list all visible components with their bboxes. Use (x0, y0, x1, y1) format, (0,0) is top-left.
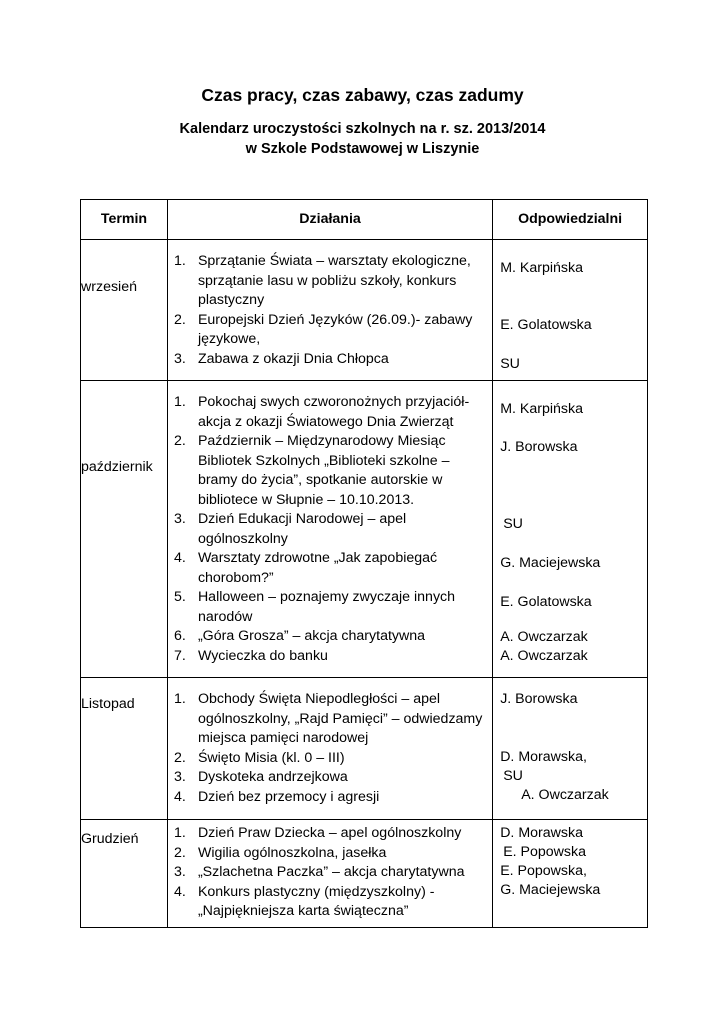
term-cell (81, 820, 168, 928)
list-item (173, 350, 486, 370)
item-number: 1. (173, 825, 186, 841)
item-text: Wigilia ogólnoszkolna, jasełka (197, 844, 387, 861)
item-number: 4. (173, 883, 186, 900)
item-number: 1. (173, 394, 186, 410)
responsible-name: M. Karpińska (500, 260, 583, 276)
responsible-name: E. Popowska, (500, 863, 587, 879)
column-header-activities: Działania (167, 200, 492, 240)
responsible-name: SU (503, 768, 523, 784)
item-number: 3. (173, 350, 186, 367)
activities-cell (167, 240, 492, 381)
list-item (173, 510, 486, 549)
item-text: Halloween – poznajemy zwyczaje innych narodów (197, 589, 456, 625)
item-text: Zabawa z okazji Dnia Chłopca (197, 350, 389, 367)
item-number: 2. (173, 844, 186, 861)
list-item (173, 883, 486, 922)
list-item (173, 788, 486, 808)
item-text: Obchody Święta Niepodległości – apel ogólnoszkolny, „Rajd Pamięci” – odwiedzamy miejsca pamięci narodowej (197, 691, 483, 746)
term-label: październik (81, 459, 153, 475)
list-item (173, 311, 486, 350)
calendar-table (80, 199, 648, 928)
responsible-name: E. Golatowska (500, 317, 592, 333)
activities-cell (167, 820, 492, 928)
responsible-name: G. Maciejewska (500, 882, 601, 898)
document-title: Czas pracy, czas zabawy, czas zadumy (201, 85, 524, 105)
activities-cell (167, 678, 492, 820)
item-text: Dzień Praw Dziecka – apel ogólnoszkolny (197, 825, 462, 841)
item-text: Konkurs plastyczny (międzyszkolny) - „Najpiękniejsza karta świąteczna” (197, 883, 435, 919)
responsible-name: G. Maciejewska (500, 555, 601, 571)
responsible-name: SU (503, 516, 523, 532)
item-text: „Góra Grosza” – akcja charytatywna (197, 628, 426, 644)
item-number: 6. (173, 628, 186, 644)
responsible-name: A. Owczarzak (500, 648, 588, 664)
table-row (81, 240, 648, 381)
table-row (81, 678, 648, 820)
activities-list (168, 240, 492, 379)
responsible-cell (493, 240, 648, 381)
activities-list (168, 820, 492, 924)
item-number: 2. (173, 749, 186, 766)
table-row (81, 381, 648, 678)
item-text: Wycieczka do banku (197, 647, 328, 664)
activities-list (168, 678, 492, 817)
document-subtitle-line2: w Szkole Podstawowej w Liszynie (245, 141, 480, 157)
list-item (173, 749, 486, 769)
item-text: Październik – Międzynarodowy Miesiąc Bibliotek Szkolnych „Biblioteki szkolne – bramy do życia”, spotkanie autorskie w bibliotece w Słupnie – 10.10.2013. (197, 433, 450, 508)
list-item (173, 432, 486, 510)
item-number: 7. (173, 647, 186, 664)
responsible-name: A. Owczarzak (521, 787, 609, 803)
responsible-cell (493, 820, 648, 928)
item-text: Warsztaty zdrowotne „Jak zapobiegać chorobom?” (197, 550, 438, 586)
list-item (173, 588, 486, 627)
item-text: Europejski Dzień Języków (26.09.)- zabawy językowe, (197, 311, 473, 347)
list-item (173, 252, 486, 311)
list-item (173, 647, 486, 667)
term-label: Grudzień (81, 831, 139, 847)
item-number: 2. (173, 311, 186, 328)
item-text: Dyskoteka andrzejkowa (197, 769, 348, 785)
responsible-name: J. Borowska (500, 691, 578, 707)
activities-list (168, 381, 492, 676)
document-subtitle-line1: Kalendarz uroczystości szkolnych na r. sz. 2013/2014 (179, 121, 546, 137)
responsible-name: A. Owczarzak (500, 629, 588, 645)
item-number: 3. (173, 769, 186, 785)
term-cell (81, 240, 168, 381)
table-row (81, 820, 648, 928)
item-number: 1. (173, 253, 186, 269)
responsible-name: D. Morawska (500, 825, 583, 841)
item-number: 3. (173, 864, 186, 880)
responsible-name: E. Golatowska (500, 594, 592, 610)
item-text: Sprzątanie Świata – warsztaty ekologiczne, sprzątanie lasu w pobliżu szkoły, konkurs plastyczny (197, 253, 471, 308)
term-label: wrzesień (81, 279, 137, 295)
responsible-name: E. Popowska (503, 844, 586, 860)
item-number: 3. (173, 511, 186, 527)
item-text: „Szlachetna Paczka” – akcja charytatywna (197, 864, 465, 880)
item-number: 4. (173, 788, 186, 805)
item-text: Święto Misia (kl. 0 – III) (197, 749, 345, 766)
item-text: Pokochaj swych czworonożnych przyjaciół- akcja z okazji Światowego Dnia Zwierząt (197, 394, 470, 430)
item-number: 2. (173, 433, 186, 449)
table-header-row (81, 200, 648, 240)
item-number: 1. (173, 691, 186, 707)
activities-cell (167, 381, 492, 678)
list-item (173, 549, 486, 588)
term-label: Listopad (81, 696, 135, 712)
list-item (173, 768, 486, 788)
list-item (173, 844, 486, 864)
column-header-responsible: Odpowiedzialni (493, 200, 648, 240)
item-number: 5. (173, 589, 186, 605)
list-item (173, 863, 486, 883)
term-cell (81, 381, 168, 678)
item-text: Dzień Edukacji Narodowej – apel ogólnoszkolny (197, 511, 407, 547)
responsible-cell (493, 381, 648, 678)
column-header-term: Termin (81, 200, 168, 240)
list-item (173, 393, 486, 432)
responsible-name: M. Karpińska (500, 401, 583, 417)
responsible-name: D. Morawska, (500, 749, 587, 765)
term-cell (81, 678, 168, 820)
list-item (173, 690, 486, 749)
responsible-name: J. Borowska (500, 439, 578, 455)
list-item (173, 627, 486, 647)
item-number: 4. (173, 550, 186, 566)
item-text: Dzień bez przemocy i agresji (197, 788, 380, 805)
responsible-cell (493, 678, 648, 820)
list-item (173, 824, 486, 844)
responsible-name: SU (500, 356, 520, 372)
